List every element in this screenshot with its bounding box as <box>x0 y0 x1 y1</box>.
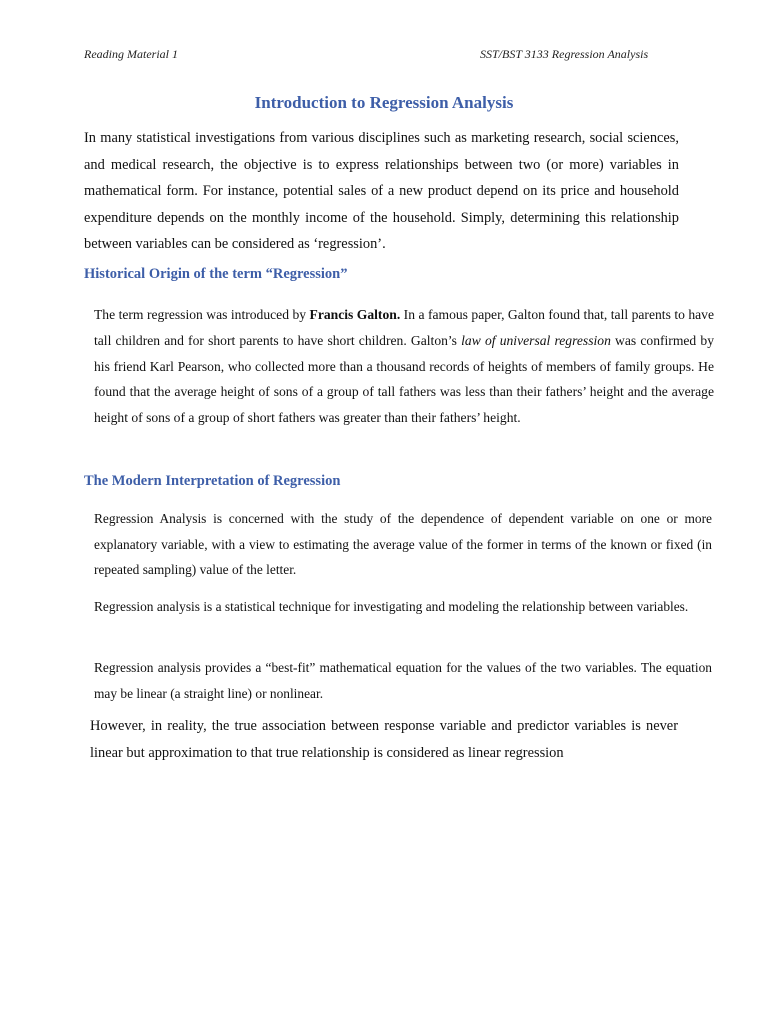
history-text-3: was confirmed by his friend Karl Pearson, who collected more than a thousand records of heights of members of family groups. He found that the average height of sons of a group of tall fathers was less than their fathers’ height and the average height of sons of a group of short fathers was greater than their fathers’ height. <box>94 332 714 426</box>
history-text-2: In a famous paper, Galton found that, tall parents to have tall children and for short parents to have short children. Galton’s <box>94 307 715 348</box>
header-left: Reading Material 1 <box>84 47 178 61</box>
modern-paragraph-3: Regression analysis provides a “best-fit” mathematical equation for the values of the two variables. The equation may be linear (a straight line) or nonlinear. <box>94 660 712 701</box>
history-text-1: The term regression was introduced by <box>94 307 310 322</box>
galton-name: Francis Galton. <box>309 307 401 322</box>
modern-paragraph-2: Regression analysis is a statistical technique for investigating and modeling the relationship between variables. <box>94 599 689 614</box>
law-term: law of universal regression <box>461 332 611 348</box>
history-paragraph <box>94 302 714 431</box>
header-right: SST/BST 3133 Regression Analysis <box>480 47 649 61</box>
page-title: Introduction to Regression Analysis <box>254 93 514 112</box>
intro-paragraph: In many statistical investigations from various disciplines such as marketing research, social sciences, and medical research, the objective is to express relationships between two (or more) variables in mathematical form. For instance, potential sales of a new product depend on its price and household expenditure depends on the monthly income of the household. Simply, determining this relationship between variables can be considered as ‘regression’. <box>84 130 679 252</box>
modern-heading: The Modern Interpretation of Regression <box>84 473 341 489</box>
modern-paragraph-1: Regression Analysis is concerned with the study of the dependence of dependent variable on one or more explanatory variable, with a view to estimating the average value of the former in terms of the known or fixed (in repeated sampling) value of the letter. <box>94 511 712 577</box>
history-heading: Historical Origin of the term “Regression” <box>84 266 348 282</box>
however-paragraph: However, in reality, the true association between response variable and predictor variables is never linear but approximation to that true relationship is considered as linear regression <box>90 718 678 761</box>
